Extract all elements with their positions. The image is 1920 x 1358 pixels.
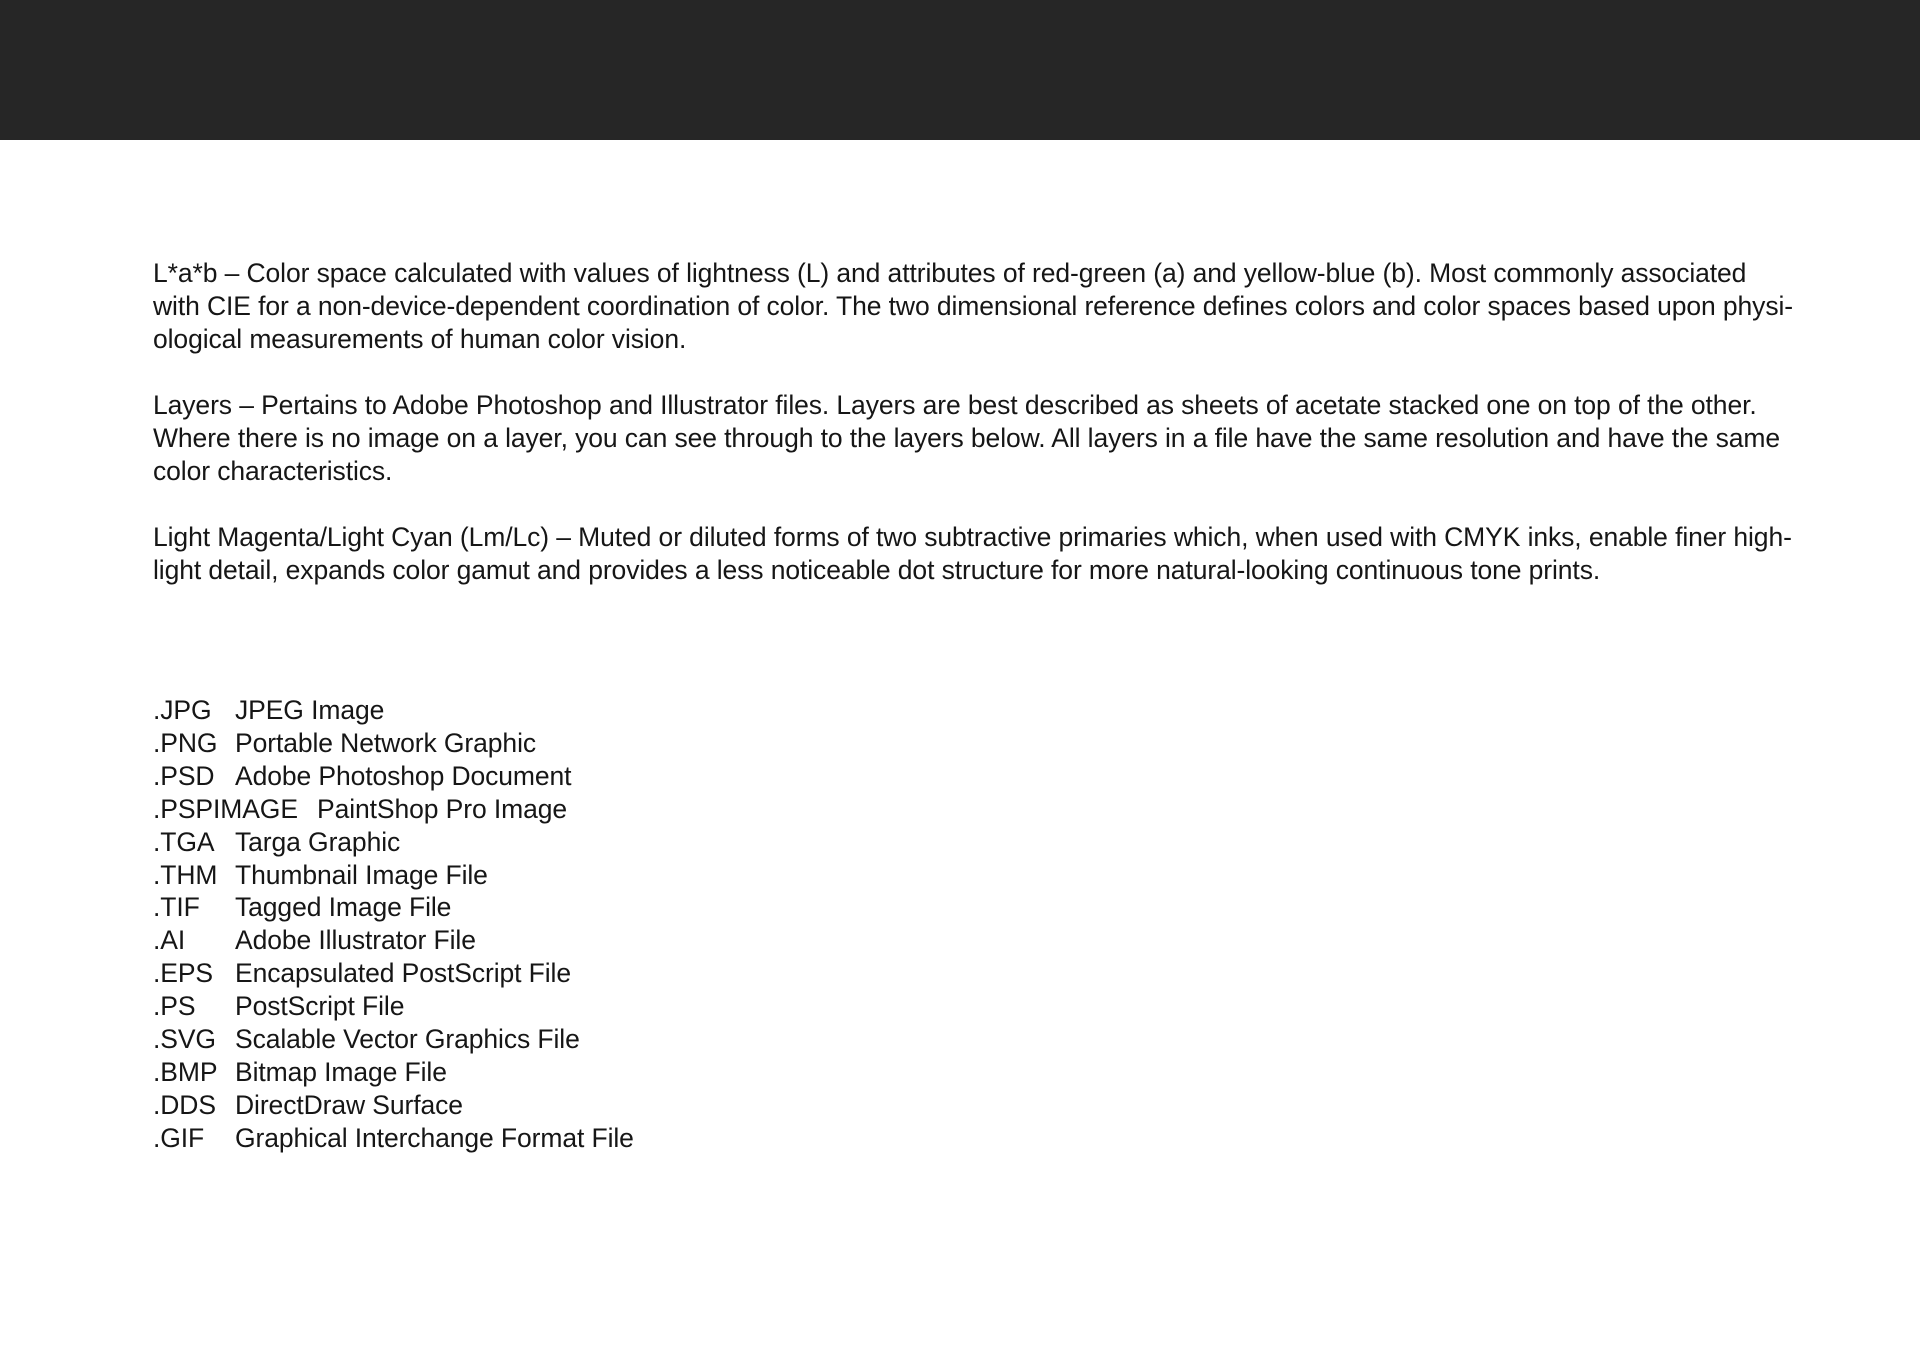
- glossary-line: light detail, expands color gamut and provides a less noticeable dot structure for more natural-looking continuous tone prints.: [153, 555, 1601, 585]
- format-extension: .EPS: [153, 958, 213, 989]
- glossary-line: L*a*b – Color space calculated with values of lightness (L) and attributes of red-green (a) and yellow-blue (b). Most commonly associated: [153, 258, 1747, 288]
- file-format-row: [153, 891, 634, 924]
- file-format-row: [153, 694, 634, 727]
- format-description: PaintShop Pro Image: [317, 793, 568, 824]
- file-format-row: [153, 793, 634, 826]
- format-extension: .TGA: [153, 826, 215, 857]
- file-format-row: [153, 727, 634, 760]
- header-bar: [0, 0, 1920, 140]
- format-description: Encapsulated PostScript File: [235, 958, 571, 989]
- format-extension: .GIF: [153, 1122, 205, 1153]
- glossary-line: Light Magenta/Light Cyan (Lm/Lc) – Muted or diluted forms of two subtractive primaries which, when used with CMYK inks, enable finer high-: [153, 522, 1792, 552]
- format-description: Bitmap Image File: [235, 1056, 447, 1087]
- format-description: PostScript File: [235, 991, 405, 1022]
- file-format-row: [153, 924, 634, 957]
- file-format-row: [153, 990, 634, 1023]
- glossary-line: ological measurements of human color vision.: [153, 324, 687, 354]
- format-extension: .PS: [153, 991, 196, 1022]
- file-format-row: [153, 1056, 634, 1089]
- format-extension: .PSPIMAGE: [153, 793, 298, 824]
- format-extension: .TIF: [153, 892, 200, 923]
- format-description: Scalable Vector Graphics File: [235, 1024, 580, 1055]
- format-extension: .JPG: [153, 695, 212, 725]
- format-description: Adobe Photoshop Document: [235, 760, 572, 791]
- format-description: DirectDraw Surface: [235, 1089, 463, 1120]
- file-format-row: [153, 1023, 634, 1056]
- format-extension: .THM: [153, 859, 218, 890]
- glossary: [153, 257, 1865, 620]
- file-format-row: [153, 957, 634, 990]
- file-format-list: [153, 694, 634, 1155]
- file-format-row: [153, 826, 634, 859]
- file-format-row: [153, 760, 634, 793]
- format-extension: .AI: [153, 925, 186, 956]
- glossary-entry-lab: [153, 257, 1865, 356]
- file-format-row: [153, 1089, 634, 1122]
- file-format-row: [153, 1122, 634, 1155]
- format-description: Graphical Interchange Format File: [235, 1122, 634, 1153]
- file-format-row: [153, 859, 634, 892]
- glossary-line: Layers – Pertains to Adobe Photoshop and Illustrator files. Layers are best described as sheets of acetate stacked one on top of the other.: [153, 390, 1757, 420]
- format-description: JPEG Image: [235, 695, 385, 725]
- format-description: Adobe Illustrator File: [235, 925, 476, 956]
- format-description: Tagged Image File: [235, 892, 452, 923]
- glossary-line: color characteristics.: [153, 456, 393, 486]
- glossary-line: Where there is no image on a layer, you can see through to the layers below. All layers in a file have the same resolution and have the same: [153, 423, 1781, 453]
- glossary-entry-layers: [153, 389, 1865, 488]
- format-description: Portable Network Graphic: [235, 727, 537, 758]
- format-extension: .BMP: [153, 1056, 218, 1087]
- glossary-entry-light-magenta-cyan: [153, 521, 1865, 587]
- format-extension: .DDS: [153, 1089, 216, 1120]
- format-extension: .PSD: [153, 760, 215, 791]
- format-description: Targa Graphic: [235, 826, 401, 857]
- format-description: Thumbnail Image File: [235, 859, 488, 890]
- glossary-line: with CIE for a non-device-dependent coordination of color. The two dimensional reference defines colors and color spaces based upon physi-: [153, 291, 1793, 321]
- format-extension: .SVG: [153, 1024, 216, 1055]
- format-extension: .PNG: [153, 727, 218, 758]
